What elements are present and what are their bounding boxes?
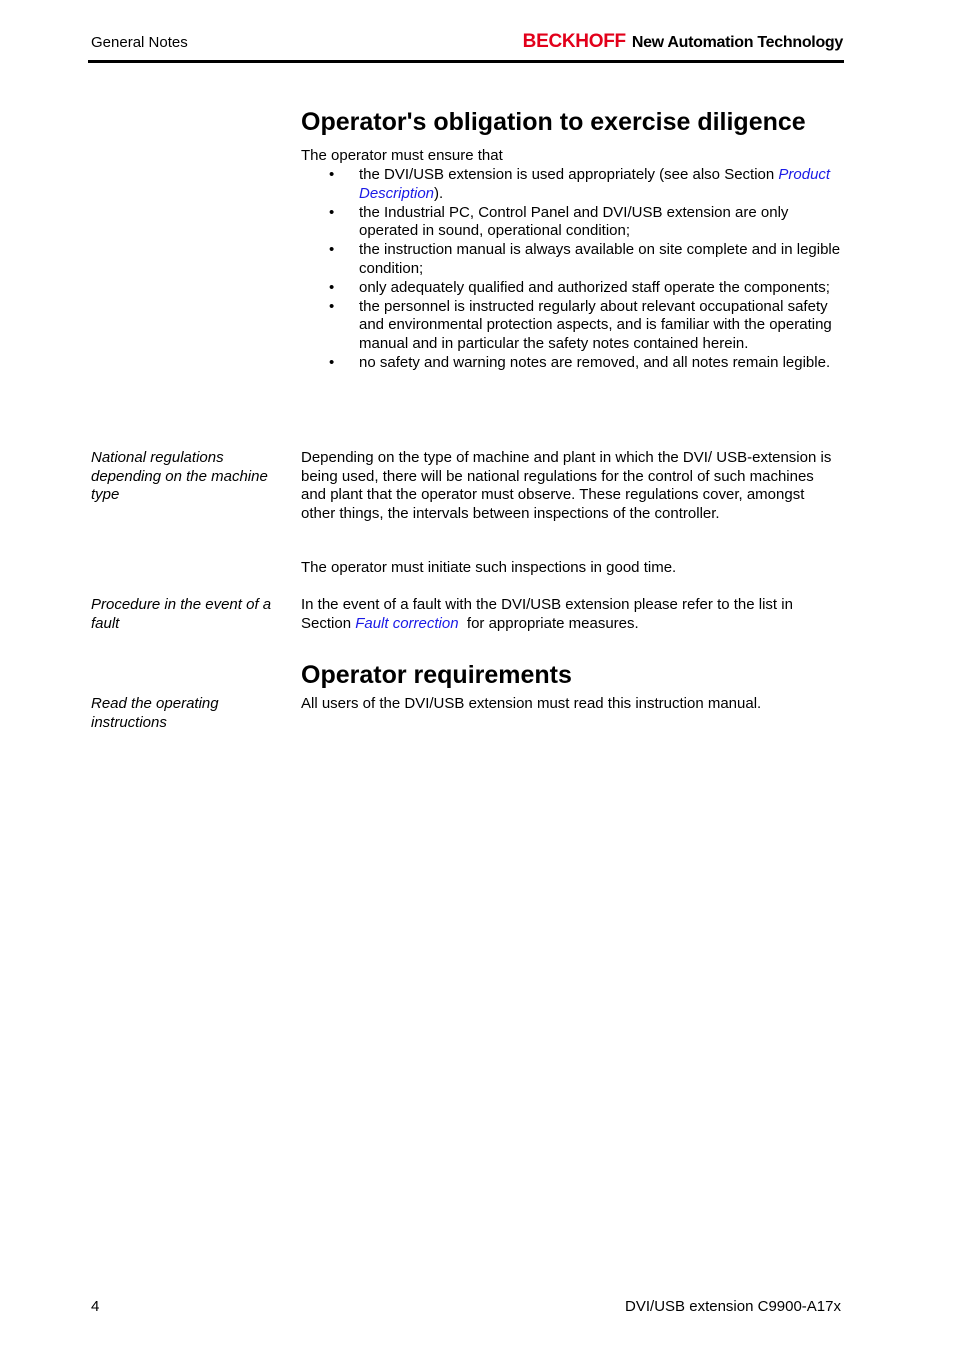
section-title-diligence: Operator's obligation to exercise diligence xyxy=(301,108,806,136)
list-item: • the DVI/USB extension is used appropriately (see also Section Product Description). xyxy=(329,166,831,202)
brand-tagline: New Automation Technology xyxy=(631,34,843,51)
product-description-link[interactable]: Product Description xyxy=(359,166,831,202)
side-label-fault-procedure: Procedure in the event of a fault xyxy=(91,596,272,632)
page-number: 4 xyxy=(91,1298,100,1315)
brand-logo-text: BECKHOFF xyxy=(522,31,626,52)
brand-logo xyxy=(523,31,843,53)
diligence-bullet-list xyxy=(301,166,841,373)
header-section-title: General Notes xyxy=(91,34,188,51)
national-regulations-text: Depending on the type of machine and plant in which the DVI/ USB-extension is being used, there will be national regulations for the control of such machines and plant that the operator must observe. These regulations cover, amongst other things, the intervals between inspections of the controller. xyxy=(301,449,832,522)
read-instructions-text: All users of the DVI/USB extension must read this instruction manual. xyxy=(301,695,762,712)
bullet-icon: • xyxy=(329,241,335,258)
diligence-intro: The operator must ensure that xyxy=(301,147,503,164)
bullet-icon: • xyxy=(329,297,335,315)
side-label-national-regulations: National regulations depending on the machine type xyxy=(91,449,268,503)
section-title-operator-requirements: Operator requirements xyxy=(301,661,572,689)
bullet-icon: • xyxy=(329,166,335,183)
bullet-icon: • xyxy=(329,353,335,371)
list-item: • the personnel is instructed regularly about relevant occupational safety and environmental protection aspects, and is familiar with the operating manual and in particular the safety notes contained herein. xyxy=(329,297,832,352)
list-item: • the Industrial PC, Control Panel and DVI/USB extension are only operated in sound, operational condition; xyxy=(329,203,789,239)
fault-procedure-text: In the event of a fault with the DVI/USB extension please refer to the list in Section Fault correction for appropriate measures. xyxy=(301,596,793,632)
header-divider xyxy=(88,60,844,63)
footer-doc-title: DVI/USB extension C9900-A17x xyxy=(625,1298,841,1315)
bullet-icon: • xyxy=(329,278,335,296)
list-item: • no safety and warning notes are removed, and all notes remain legible. xyxy=(329,353,831,371)
fault-correction-link[interactable]: Fault correction xyxy=(355,614,459,632)
list-item: • only adequately qualified and authorized staff operate the components; xyxy=(329,278,830,296)
list-item: • the instruction manual is always available on site complete and in legible condition; xyxy=(329,241,841,277)
side-label-read-instructions: Read the operating instructions xyxy=(91,695,219,731)
bullet-icon: • xyxy=(329,203,335,221)
inspections-text: The operator must initiate such inspections in good time. xyxy=(301,559,677,576)
